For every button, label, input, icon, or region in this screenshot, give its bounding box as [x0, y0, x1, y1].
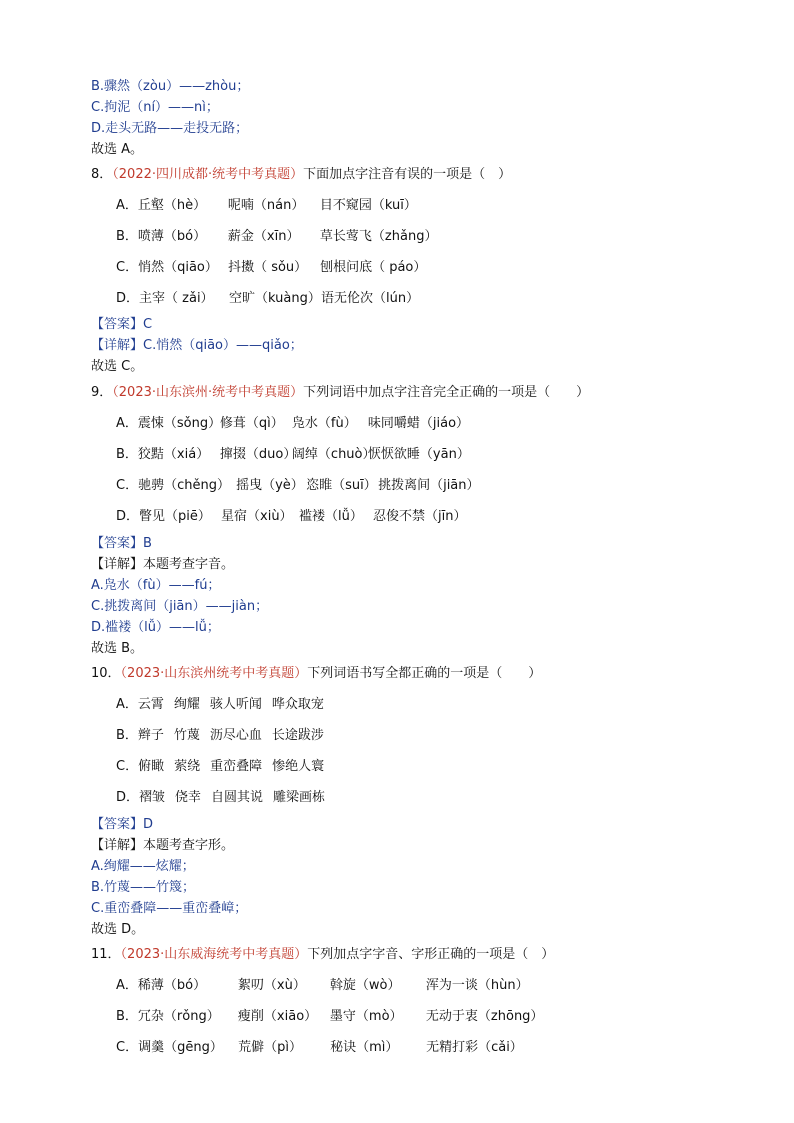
- q8-option-d: D．主宰（ zǎi） 空旷（kuàng）语无伦次（lún）: [116, 291, 420, 306]
- question-8-header: [91, 166, 511, 184]
- q8-selection: 故选 C。: [91, 359, 144, 374]
- q9-answer: 【答案】B: [91, 536, 152, 551]
- q9-selection: 故选 B。: [91, 641, 144, 656]
- q10-option-c: C．俯瞰 萦绕 重峦叠障 惨绝人寰: [116, 759, 325, 774]
- question-source: （2023·山东威海统考中考真题）: [120, 947, 308, 962]
- q9-option-b: B．狡黠（xiá） 撺掇（duo）阔绰（chuò）恹恹欲睡（yān）: [116, 447, 470, 462]
- question-number: 9．: [91, 385, 113, 400]
- q10-answer: 【答案】D: [91, 817, 154, 832]
- q10-note-1: A.绚耀——炫耀；: [91, 859, 195, 874]
- question-source: （2023·山东滨州·统考中考真题）: [112, 385, 304, 400]
- q8-option-a: A．丘壑（hè） 呢喃（nán） 目不窥园（kuī）: [116, 198, 417, 213]
- q8-answer: 【答案】C: [91, 317, 153, 332]
- q10-selection: 故选 D。: [91, 922, 145, 937]
- q10-detail: 【详解】本题考查字形。: [91, 838, 235, 853]
- question-number: 10．: [91, 666, 121, 681]
- q10-option-b: B．辫子 竹蔑 沥尽心血 长途跋涉: [116, 728, 324, 743]
- question-10-header: [91, 665, 541, 683]
- question-11-header: [91, 946, 554, 964]
- question-stem: 下列加点字字音、字形正确的一项是（ ）: [307, 947, 555, 962]
- q9-option-a: A．震悚（sǒng）修葺（qì） 凫水（fù） 味同嚼蜡（jiáo）: [116, 416, 470, 431]
- q9-detail: 【详解】本题考查字音。: [91, 557, 235, 572]
- question-source: （2022·四川成都·统考中考真题）: [112, 167, 304, 182]
- q9-note-2: C.挑拨离间（jiān）——jiàn；: [91, 599, 269, 614]
- q11-option-a: A．稀薄（bó） 絮叨（xù） 斡旋（wò） 浑为一谈（hùn）: [116, 978, 529, 993]
- q10-option-a: A．云霄 绚耀 骇人听闻 哗众取宠: [116, 697, 324, 712]
- q8-option-c: C．悄然（qiāo） 抖擞（ sǒu） 刨根问底（ páo）: [116, 260, 427, 275]
- prev-note-b: B.骤然（zòu）——zhòu；: [91, 79, 250, 94]
- q9-note-3: D.褴褛（lǚ）——lǚ；: [91, 620, 220, 635]
- q9-option-d: D．瞥见（piē） 星宿（xiù） 褴褛（lǚ） 忍俊不禁（jīn）: [116, 509, 467, 524]
- q8-detail: 【详解】C.悄然（qiāo）——qiǎo；: [91, 338, 303, 353]
- question-stem: 下列词语书写全都正确的一项是（ ）: [307, 666, 542, 681]
- q11-option-b: B．冗杂（rǒng） 瘦削（xiāo） 墨守（mò） 无动于衷（zhōng）: [116, 1009, 544, 1024]
- question-number: 8．: [91, 167, 113, 182]
- question-stem: 下列词语中加点字注音完全正确的一项是（ ）: [303, 385, 590, 400]
- q10-note-3: C.重峦叠障——重峦叠嶂；: [91, 901, 248, 916]
- q10-option-d: D．褶皱 侥幸 自圆其说 雕梁画栋: [116, 790, 326, 805]
- question-stem: 下面加点字注音有误的一项是（ ）: [303, 167, 512, 182]
- q10-note-2: B.竹蔑——竹篾；: [91, 880, 196, 895]
- prev-selection: 故选 A。: [91, 142, 144, 157]
- q8-option-b: B．喷薄（bó） 薪金（xīn） 草长莺飞（zhǎng）: [116, 229, 438, 244]
- question-9-header: [91, 384, 589, 402]
- question-number: 11．: [91, 947, 121, 962]
- question-source: （2023·山东滨州统考中考真题）: [120, 666, 308, 681]
- q11-option-c: C．调羹（gēng） 荒僻（pì） 秘诀（mì） 无精打彩（cǎi）: [116, 1040, 523, 1055]
- q9-note-1: A.凫水（fù）——fú；: [91, 578, 221, 593]
- prev-note-c: C.拘泥（ní）——nì；: [91, 100, 219, 115]
- q9-option-c: C．驰骋（chěng） 摇曳（yè） 恣睢（suī）挑拨离间（jiān）: [116, 478, 480, 493]
- prev-note-d: D.走头无路——走投无路；: [91, 121, 249, 136]
